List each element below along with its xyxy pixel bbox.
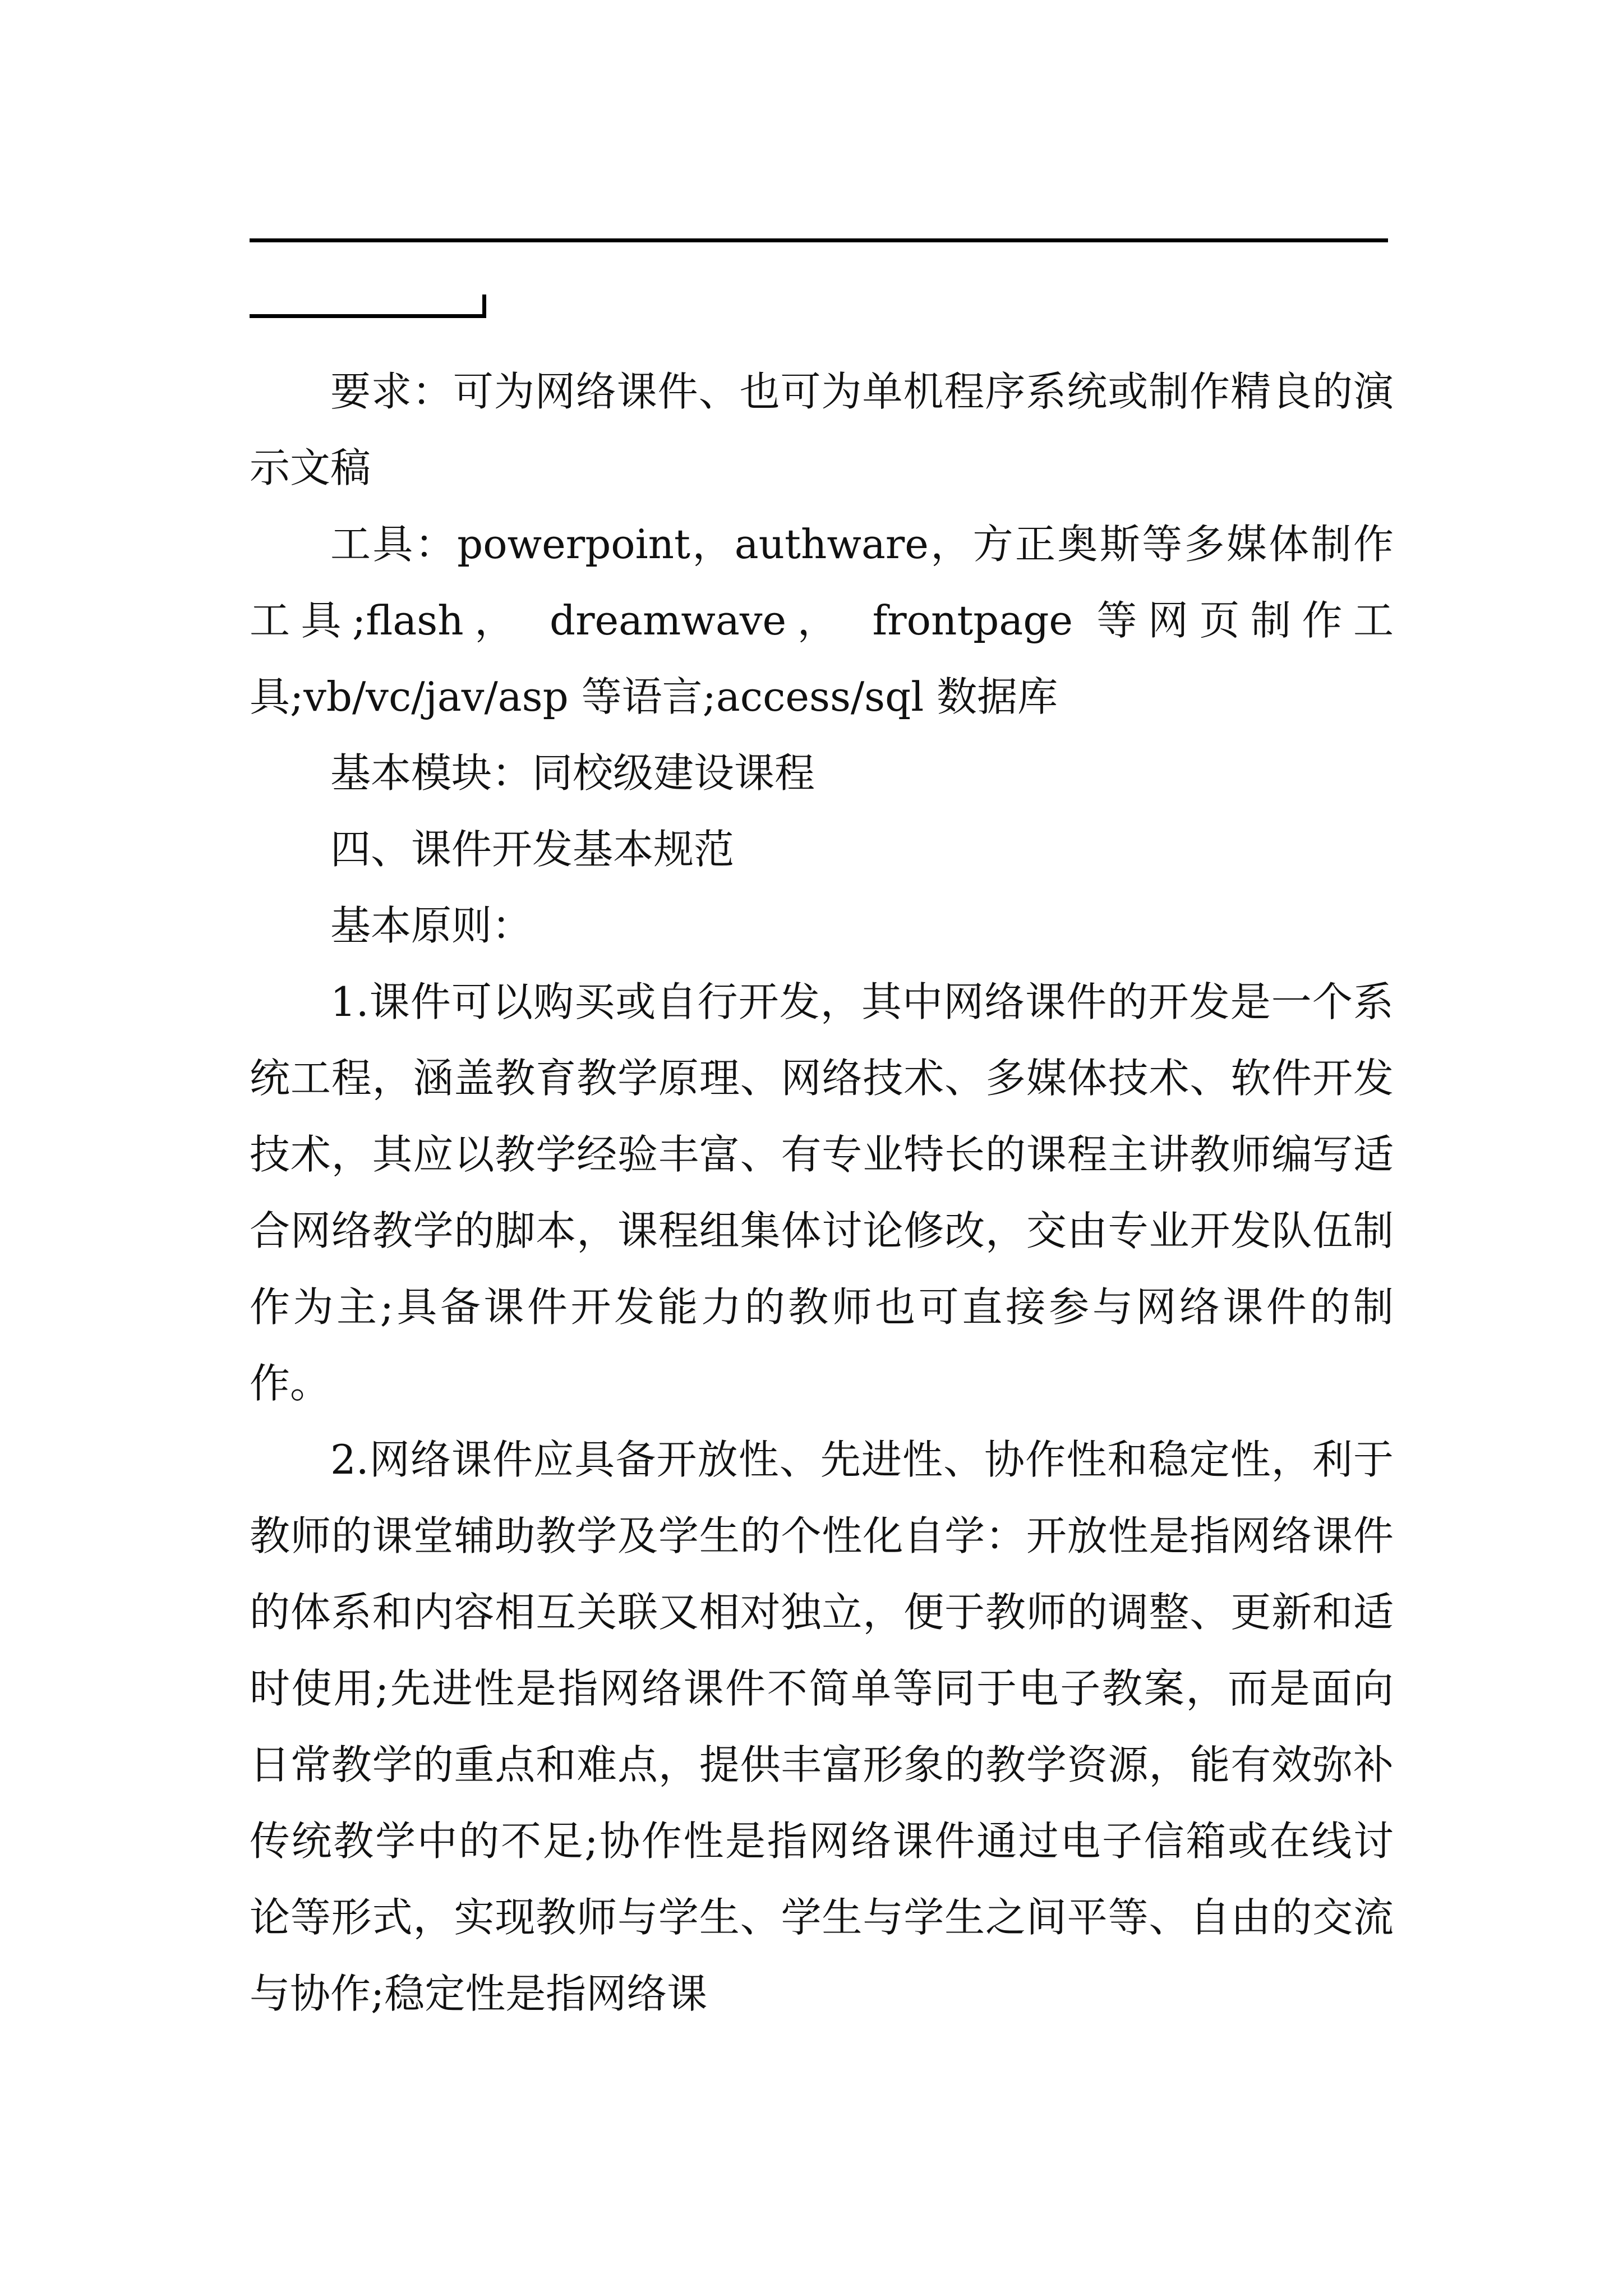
paragraph-basic-modules: 基本模块：同校级建设课程 <box>330 749 815 797</box>
paragraph-tools: 工具：powerpoint，authware，方正奥斯等多媒体制作工具;flash， dreamwave， frontpage 等网页制作工具;vb/vc/jav/asp 等语言;access/sql 数据库 <box>250 521 1394 720</box>
form-rule-line-short <box>250 314 485 318</box>
paragraph-requirements: 要求：可为网络课件、也可为单机程序系统或制作精良的演示文稿 <box>250 368 1394 491</box>
section-heading: 四、课件开发基本规范 <box>330 826 735 873</box>
paragraph-principle-1: 1.课件可以购买或自行开发，其中网络课件的开发是一个系统工程，涵盖教育教学原理、网络技术、多媒体技术、软件开发技术，其应以教学经验丰富、有专业特长的课程主讲教师编写适合网络教学的脚本，课程组集体讨论修改，交由专业开发队伍制作为主;具备课件开发能力的教师也可直接参与网络课件的制作。 <box>250 978 1394 1407</box>
form-corner-mark <box>482 295 486 318</box>
paragraph-principle-2: 2.网络课件应具备开放性、先进性、协作性和稳定性，利于教师的课堂辅助教学及学生的个性化自学：开放性是指网络课件的体系和内容相互关联又相对独立，便于教师的调整、更新和适时使用;先进性是指网络课件不简单等同于电子教案，而是面向日常教学的重点和难点，提供丰富形象的教学资源，能有效弥补传统教学中的不足;协作性是指网络课件通过电子信箱或在线讨论等形式，实现教师与学生、学生与学生之间平等、自由的交流与协作;稳定性是指网络课 <box>250 1436 1394 2017</box>
form-rule-line <box>250 238 1388 242</box>
paragraph-basic-principles: 基本原则： <box>330 902 533 949</box>
document-body <box>250 353 1394 2032</box>
